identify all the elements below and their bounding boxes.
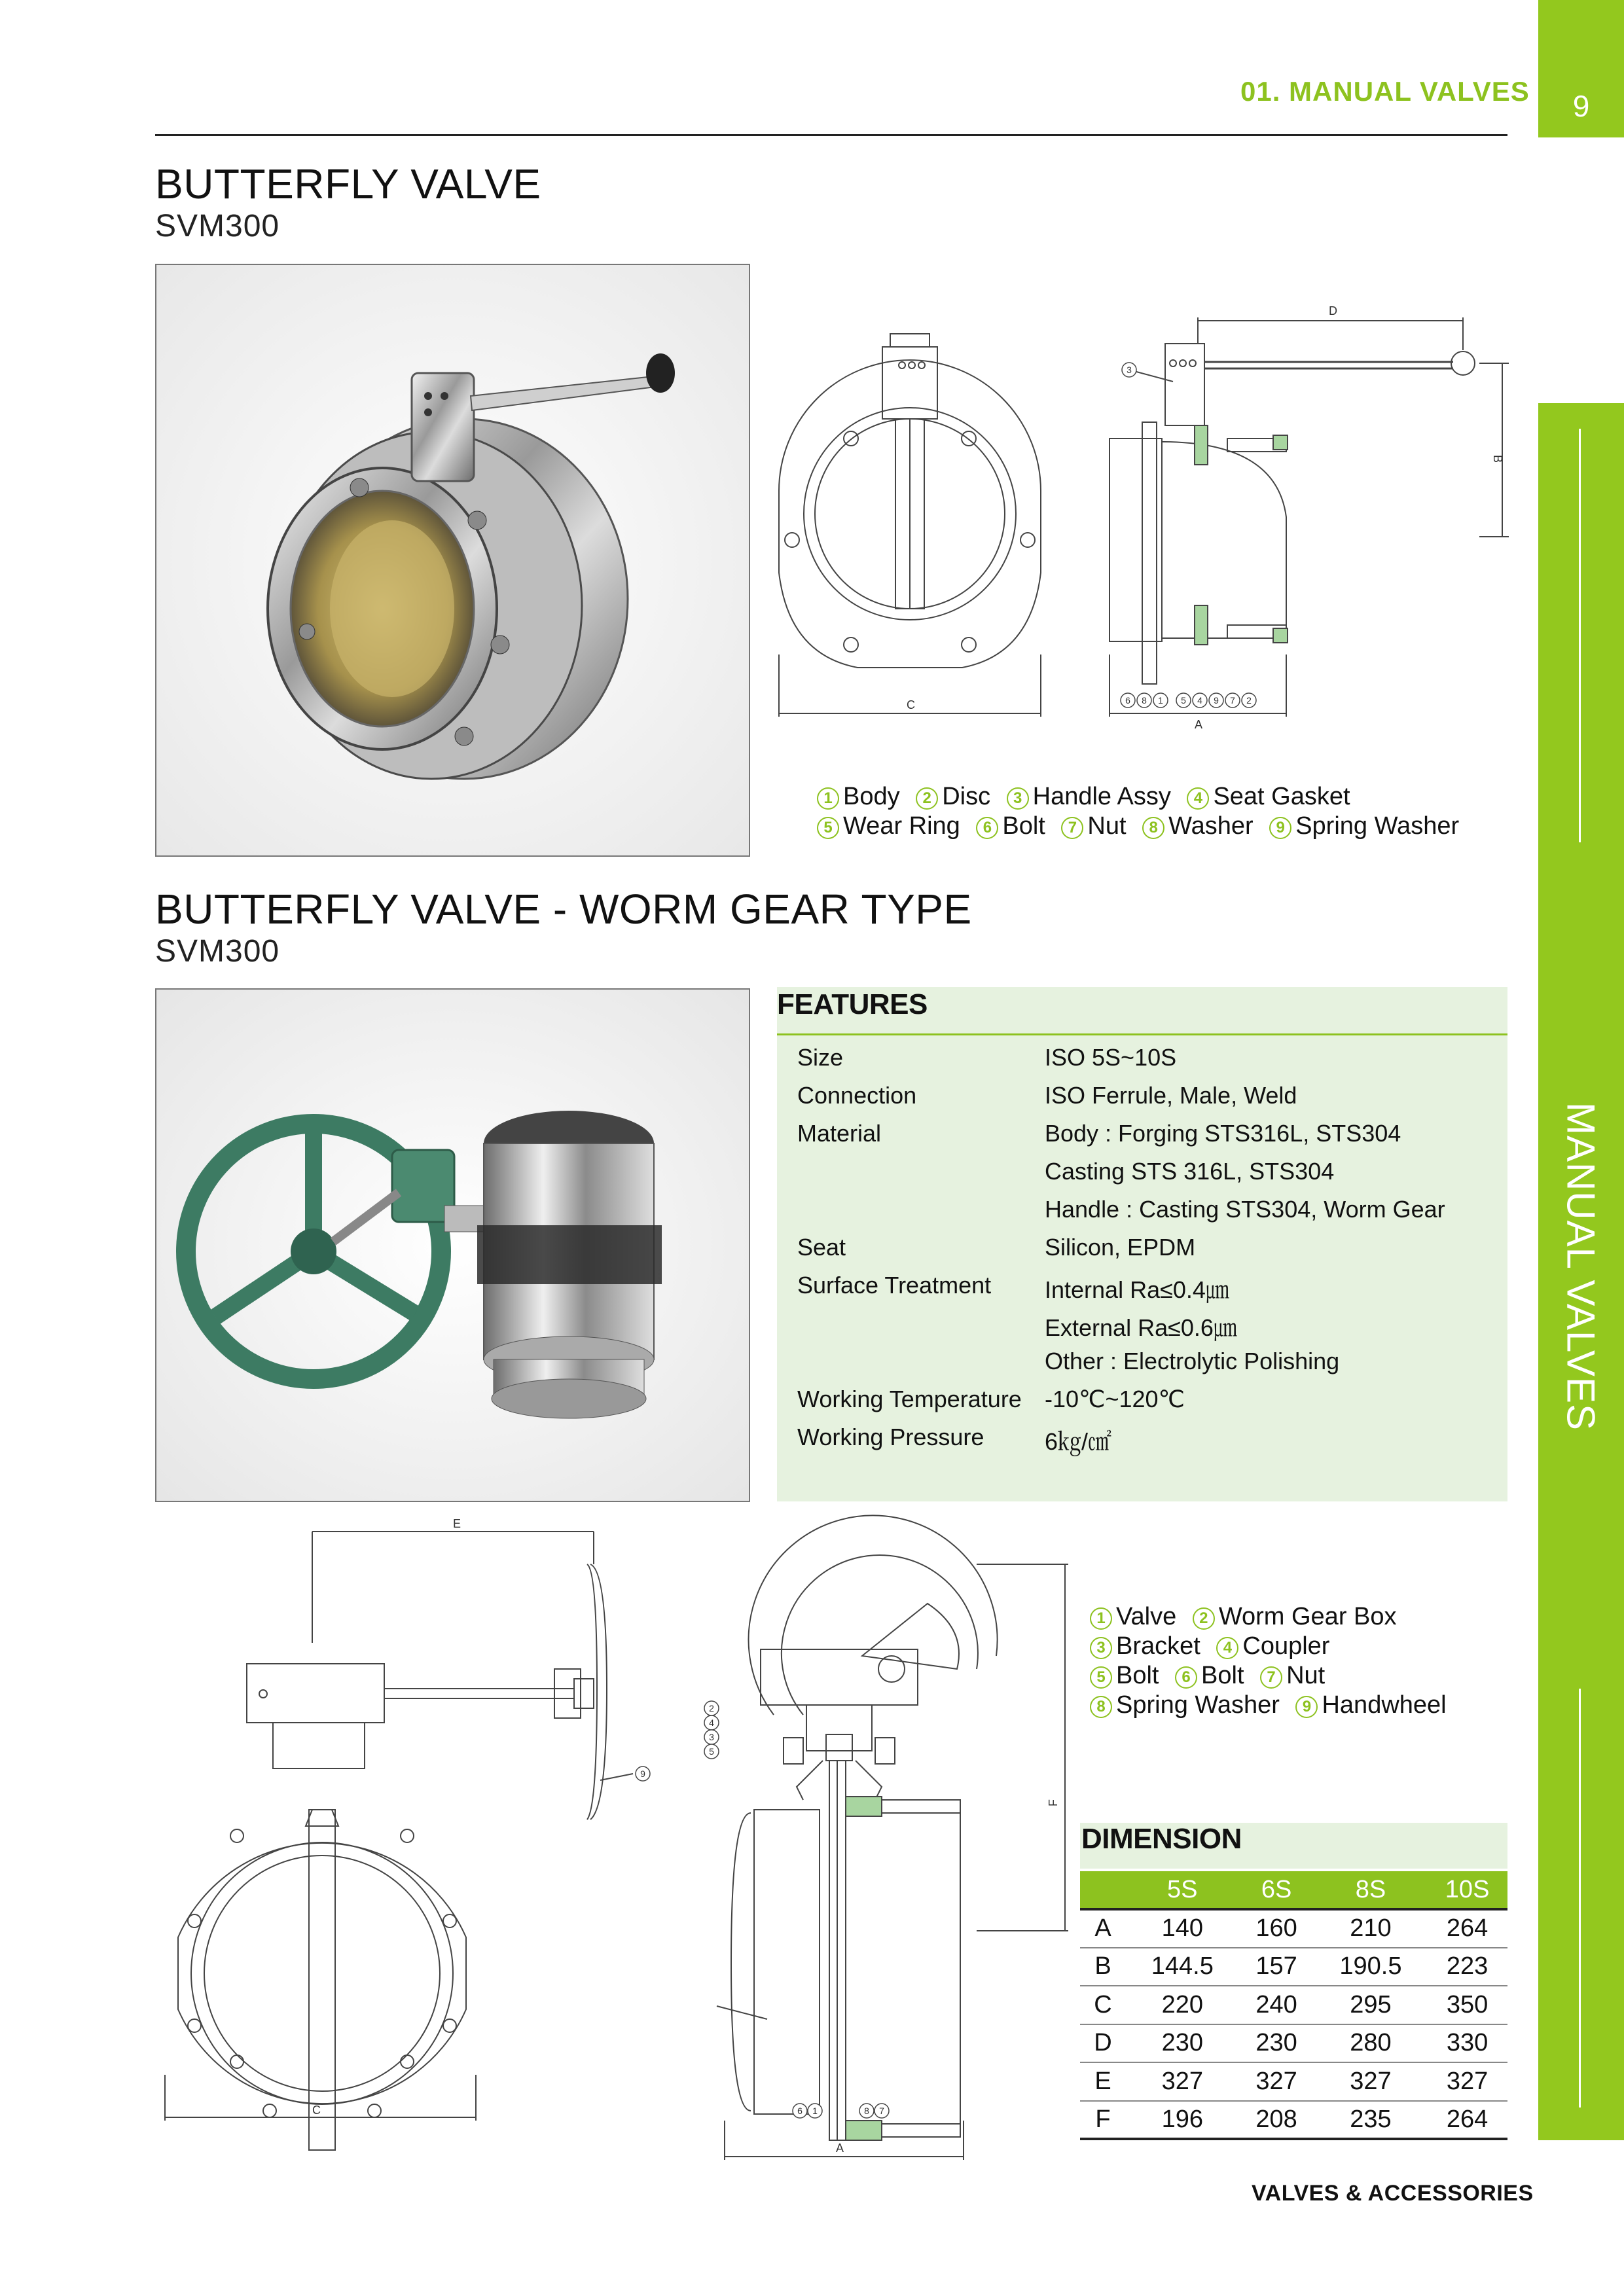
feature-label: Material [797,1120,882,1147]
table-header-row [1080,1871,1507,1909]
part-item: 7 Nut [1061,812,1126,840]
svg-text:8: 8 [864,2106,869,2116]
table-cell: 327 [1239,2062,1314,2101]
row-label: B [1080,1948,1126,1986]
product2-title: BUTTERFLY VALVE - WORM GEAR TYPE [155,886,972,933]
row-label: F [1080,2101,1126,2140]
row-label: E [1080,2062,1126,2101]
table-cell: 280 [1314,2024,1428,2063]
part-item: 7 Nut [1260,1662,1325,1689]
dimension-label-f: F [1047,1799,1060,1806]
feature-label: Working Temperature [797,1386,1022,1412]
svg-text:5: 5 [1181,695,1186,706]
feature-value: Other : Electrolytic Polishing [1045,1348,1340,1374]
feature-value: 6㎏/㎠ [1045,1428,1112,1455]
dimension-label-b: B [1491,455,1504,463]
dimension-label-e: E [453,1517,461,1530]
product2-parts-list [1090,1602,1456,1720]
feature-value: Handle : Casting STS304, Worm Gear [1045,1196,1445,1223]
dimension-title: DIMENSION [1081,1823,1242,1855]
svg-text:4: 4 [709,1717,714,1728]
dimension-label-d: D [1329,304,1337,317]
table-cell: 235 [1314,2101,1428,2140]
feature-label: Working Pressure [797,1424,984,1450]
dimension-table [1080,1871,1507,2140]
worm-gear-valve-photo [156,990,749,1501]
dimension-label-a: A [836,2142,844,2155]
table-cell: 220 [1126,1986,1239,2024]
svg-text:9: 9 [1214,695,1219,706]
table-cell: 295 [1314,1986,1428,2024]
part-item: 2 Worm Gear Box [1193,1603,1397,1630]
product1-technical-drawing [772,298,1519,743]
dimension-label-a: A [1195,718,1203,731]
feature-value: External Ra≤0.6㎛ [1045,1314,1237,1341]
svg-text:1: 1 [1158,695,1163,706]
table-cell: 327 [1126,2062,1239,2101]
part-item: 1 Body [817,783,900,810]
svg-text:2: 2 [1246,695,1252,706]
part-item: 8 Washer [1142,812,1254,840]
product2-technical-drawing [155,1512,1098,2160]
product1-parts-list [817,782,1468,841]
row-label: C [1080,1986,1126,2024]
part-item: 4 Coupler [1216,1632,1329,1660]
part-item: 3 Handle Assy [1007,783,1171,810]
features-title: FEATURES [777,988,928,1020]
parts-line [1090,1691,1456,1720]
part-item: 8 Spring Washer [1090,1691,1280,1719]
side-bar-divider-top [1579,429,1581,842]
parts-line [817,782,1468,812]
feature-value: Silicon, EPDM [1045,1234,1196,1261]
product1-title: BUTTERFLY VALVE [155,160,541,207]
table-cell: 330 [1427,2024,1507,2063]
table-row [1080,2062,1507,2101]
table-cell: 208 [1239,2101,1314,2140]
part-item: 6 Bolt [1175,1662,1244,1689]
product1-model: SVM300 [155,209,280,243]
table-cell: 144.5 [1126,1948,1239,1986]
side-bar-divider-bottom [1579,1689,1581,2108]
svg-text:7: 7 [1230,695,1235,706]
footer-label: VALVES & ACCESSORIES [1252,2181,1534,2206]
table-row [1080,2024,1507,2063]
parts-line [817,812,1468,841]
features-divider [777,1033,1507,1035]
parts-line [1090,1632,1456,1661]
svg-text:6: 6 [797,2106,803,2116]
part-item: 5 Bolt [1090,1662,1159,1689]
header-divider [155,134,1507,136]
part-item: 9 Spring Washer [1269,812,1459,840]
part-item: 9 Handwheel [1295,1691,1446,1719]
svg-text:1: 1 [812,2106,818,2116]
feature-label: Surface Treatment [797,1272,992,1299]
svg-text:3: 3 [1127,365,1132,375]
table-cell: 160 [1239,1909,1314,1948]
table-cell: 230 [1126,2024,1239,2063]
product1-photo [155,264,750,857]
feature-value: ISO 5S~10S [1045,1044,1177,1071]
product2-model: SVM300 [155,934,280,969]
parts-line [1090,1602,1456,1632]
table-cell: 157 [1239,1948,1314,1986]
side-category-label: MANUAL VALVES [1559,1102,1603,1431]
table-row [1080,1986,1507,2024]
table-cell: 240 [1239,1986,1314,2024]
column-header: 5S [1126,1871,1239,1909]
svg-text:8: 8 [1142,695,1147,706]
part-item: 5 Wear Ring [817,812,960,840]
svg-text:4: 4 [1197,695,1202,706]
svg-text:9: 9 [640,1768,645,1779]
product2-photo [155,988,750,1502]
page-number: 9 [1572,89,1590,123]
feature-value: Internal Ra≤0.4㎛ [1045,1276,1229,1303]
part-item: 6 Bolt [976,812,1045,840]
table-cell: 190.5 [1314,1948,1428,1986]
table-cell: 223 [1427,1948,1507,1986]
svg-text:6: 6 [1125,695,1130,706]
feature-value: Casting STS 316L, STS304 [1045,1158,1335,1185]
feature-label: Seat [797,1234,846,1261]
dimension-label-c: C [907,698,915,711]
table-cell: 327 [1314,2062,1428,2101]
feature-value: -10℃~120℃ [1045,1386,1185,1412]
butterfly-valve-photo [156,265,749,855]
table-row [1080,2101,1507,2140]
feature-value: Body : Forging STS316L, STS304 [1045,1120,1401,1147]
part-item: 2 Disc [916,783,990,810]
svg-text:5: 5 [709,1746,714,1757]
section-heading: 01. MANUAL VALVES [1240,76,1530,107]
table-cell: 196 [1126,2101,1239,2140]
table-row [1080,1948,1507,1986]
table-row [1080,1909,1507,1948]
feature-label: Size [797,1044,844,1071]
svg-text:3: 3 [709,1732,714,1742]
part-item: 3 Bracket [1090,1632,1200,1660]
table-cell: 327 [1427,2062,1507,2101]
column-header [1080,1871,1126,1909]
dimension-label-c: C [312,2104,321,2117]
row-label: A [1080,1909,1126,1948]
row-label: D [1080,2024,1126,2063]
svg-text:2: 2 [709,1703,714,1713]
svg-text:7: 7 [879,2106,884,2116]
table-cell: 230 [1239,2024,1314,2063]
feature-value: ISO Ferrule, Male, Weld [1045,1082,1297,1109]
column-header: 10S [1427,1871,1507,1909]
table-cell: 210 [1314,1909,1428,1948]
part-item: 4 Seat Gasket [1187,783,1350,810]
table-cell: 350 [1427,1986,1507,2024]
parts-line [1090,1661,1456,1691]
table-cell: 264 [1427,2101,1507,2140]
feature-label: Connection [797,1082,917,1109]
column-header: 6S [1239,1871,1314,1909]
part-item: 1 Valve [1090,1603,1176,1630]
table-cell: 140 [1126,1909,1239,1948]
table-cell: 264 [1427,1909,1507,1948]
column-header: 8S [1314,1871,1428,1909]
